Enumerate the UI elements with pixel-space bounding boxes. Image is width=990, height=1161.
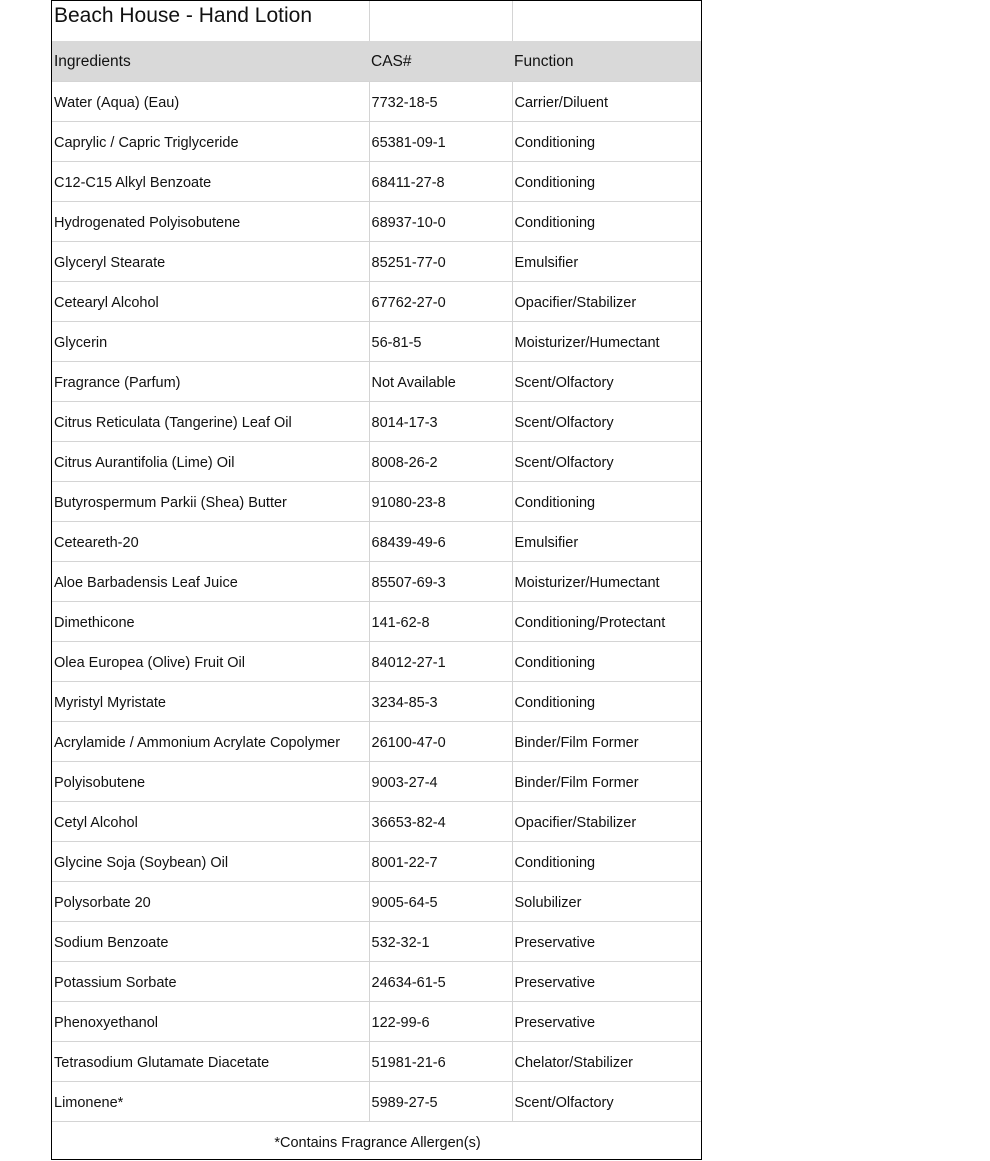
table-row — [52, 321, 701, 361]
ingredient-cell: Ceteareth-20 — [52, 521, 369, 561]
ingredient-cell: Cetearyl Alcohol — [52, 281, 369, 321]
table-row — [52, 121, 701, 161]
table-row — [52, 801, 701, 841]
cas-number-cell: 85251-77-0 — [369, 241, 512, 281]
ingredients-sheet — [51, 0, 702, 1160]
cas-number-cell: 122-99-6 — [369, 1001, 512, 1041]
cas-number-cell: 9005-64-5 — [369, 881, 512, 921]
table-row — [52, 1081, 701, 1121]
cas-number-cell: 65381-09-1 — [369, 121, 512, 161]
ingredient-cell: Glyceryl Stearate — [52, 241, 369, 281]
cas-number-cell: 67762-27-0 — [369, 281, 512, 321]
table-row — [52, 161, 701, 201]
function-cell: Preservative — [512, 1001, 701, 1041]
table-row — [52, 1041, 701, 1081]
table-row — [52, 721, 701, 761]
ingredient-cell: Citrus Aurantifolia (Lime) Oil — [52, 441, 369, 481]
table-row — [52, 561, 701, 601]
ingredient-cell: Hydrogenated Polyisobutene — [52, 201, 369, 241]
ingredient-cell: C12-C15 Alkyl Benzoate — [52, 161, 369, 201]
function-cell: Scent/Olfactory — [512, 361, 701, 401]
ingredient-cell: Olea Europea (Olive) Fruit Oil — [52, 641, 369, 681]
cas-number-cell: 85507-69-3 — [369, 561, 512, 601]
function-cell: Opacifier/Stabilizer — [512, 281, 701, 321]
cas-number-cell: 68937-10-0 — [369, 201, 512, 241]
cas-number-cell: Not Available — [369, 361, 512, 401]
function-cell: Conditioning — [512, 641, 701, 681]
ingredient-cell: Water (Aqua) (Eau) — [52, 81, 369, 121]
header-row — [52, 41, 701, 81]
table-row — [52, 201, 701, 241]
ingredient-cell: Caprylic / Capric Triglyceride — [52, 121, 369, 161]
table-row — [52, 1001, 701, 1041]
ingredient-cell: Myristyl Myristate — [52, 681, 369, 721]
document-title: Beach House - Hand Lotion — [52, 1, 369, 41]
cas-number-cell: 532-32-1 — [369, 921, 512, 961]
function-cell: Solubilizer — [512, 881, 701, 921]
column-header-cas: CAS# — [369, 41, 512, 81]
function-cell: Conditioning — [512, 841, 701, 881]
table-row — [52, 881, 701, 921]
cas-number-cell: 8001-22-7 — [369, 841, 512, 881]
table-row — [52, 841, 701, 881]
function-cell: Conditioning — [512, 201, 701, 241]
cas-number-cell: 36653-82-4 — [369, 801, 512, 841]
function-cell: Preservative — [512, 921, 701, 961]
function-cell: Binder/Film Former — [512, 721, 701, 761]
title-row — [52, 1, 701, 41]
ingredient-cell: Aloe Barbadensis Leaf Juice — [52, 561, 369, 601]
ingredient-cell: Butyrospermum Parkii (Shea) Butter — [52, 481, 369, 521]
cas-number-cell: 91080-23-8 — [369, 481, 512, 521]
table-row — [52, 961, 701, 1001]
ingredient-cell: Polyisobutene — [52, 761, 369, 801]
function-cell: Opacifier/Stabilizer — [512, 801, 701, 841]
cas-number-cell: 56-81-5 — [369, 321, 512, 361]
function-cell: Scent/Olfactory — [512, 401, 701, 441]
table-row — [52, 481, 701, 521]
ingredient-cell: Glycine Soja (Soybean) Oil — [52, 841, 369, 881]
table-row — [52, 241, 701, 281]
table-row — [52, 761, 701, 801]
cas-number-cell: 5989-27-5 — [369, 1081, 512, 1121]
footnote-row — [52, 1121, 701, 1161]
cas-number-cell: 8008-26-2 — [369, 441, 512, 481]
cas-number-cell: 68411-27-8 — [369, 161, 512, 201]
table-row — [52, 441, 701, 481]
ingredient-cell: Polysorbate 20 — [52, 881, 369, 921]
ingredient-cell: Tetrasodium Glutamate Diacetate — [52, 1041, 369, 1081]
cas-number-cell: 24634-61-5 — [369, 961, 512, 1001]
table-row — [52, 601, 701, 641]
cas-number-cell: 68439-49-6 — [369, 521, 512, 561]
allergen-footnote: *Contains Fragrance Allergen(s) — [274, 1135, 481, 1152]
ingredient-cell: Cetyl Alcohol — [52, 801, 369, 841]
table-row — [52, 81, 701, 121]
function-cell: Chelator/Stabilizer — [512, 1041, 701, 1081]
ingredient-cell: Sodium Benzoate — [52, 921, 369, 961]
cas-number-cell: 3234-85-3 — [369, 681, 512, 721]
function-cell: Carrier/Diluent — [512, 81, 701, 121]
cas-number-cell: 8014-17-3 — [369, 401, 512, 441]
ingredient-cell: Glycerin — [52, 321, 369, 361]
function-cell: Scent/Olfactory — [512, 441, 701, 481]
column-header-function: Function — [512, 41, 701, 81]
ingredient-cell: Dimethicone — [52, 601, 369, 641]
ingredient-cell: Limonene* — [52, 1081, 369, 1121]
function-cell: Conditioning — [512, 121, 701, 161]
function-cell: Scent/Olfactory — [512, 1081, 701, 1121]
function-cell: Binder/Film Former — [512, 761, 701, 801]
function-cell: Emulsifier — [512, 521, 701, 561]
function-cell: Conditioning — [512, 681, 701, 721]
table-row — [52, 921, 701, 961]
title-empty-cell — [512, 1, 701, 41]
cas-number-cell: 141-62-8 — [369, 601, 512, 641]
function-cell: Emulsifier — [512, 241, 701, 281]
function-cell: Conditioning/Protectant — [512, 601, 701, 641]
cas-number-cell: 84012-27-1 — [369, 641, 512, 681]
ingredient-cell: Potassium Sorbate — [52, 961, 369, 1001]
cas-number-cell: 51981-21-6 — [369, 1041, 512, 1081]
column-header-ingredients: Ingredients — [52, 41, 369, 81]
table-row — [52, 361, 701, 401]
ingredient-cell: Phenoxyethanol — [52, 1001, 369, 1041]
ingredients-table — [52, 1, 701, 1161]
function-cell: Moisturizer/Humectant — [512, 561, 701, 601]
function-cell: Moisturizer/Humectant — [512, 321, 701, 361]
table-row — [52, 401, 701, 441]
cas-number-cell: 9003-27-4 — [369, 761, 512, 801]
ingredient-cell: Citrus Reticulata (Tangerine) Leaf Oil — [52, 401, 369, 441]
table-row — [52, 281, 701, 321]
function-cell: Conditioning — [512, 161, 701, 201]
table-row — [52, 681, 701, 721]
ingredient-cell: Acrylamide / Ammonium Acrylate Copolymer — [52, 721, 369, 761]
function-cell: Conditioning — [512, 481, 701, 521]
table-row — [52, 641, 701, 681]
table-row — [52, 521, 701, 561]
cas-number-cell: 7732-18-5 — [369, 81, 512, 121]
ingredient-cell: Fragrance (Parfum) — [52, 361, 369, 401]
cas-number-cell: 26100-47-0 — [369, 721, 512, 761]
title-empty-cell — [369, 1, 512, 41]
function-cell: Preservative — [512, 961, 701, 1001]
